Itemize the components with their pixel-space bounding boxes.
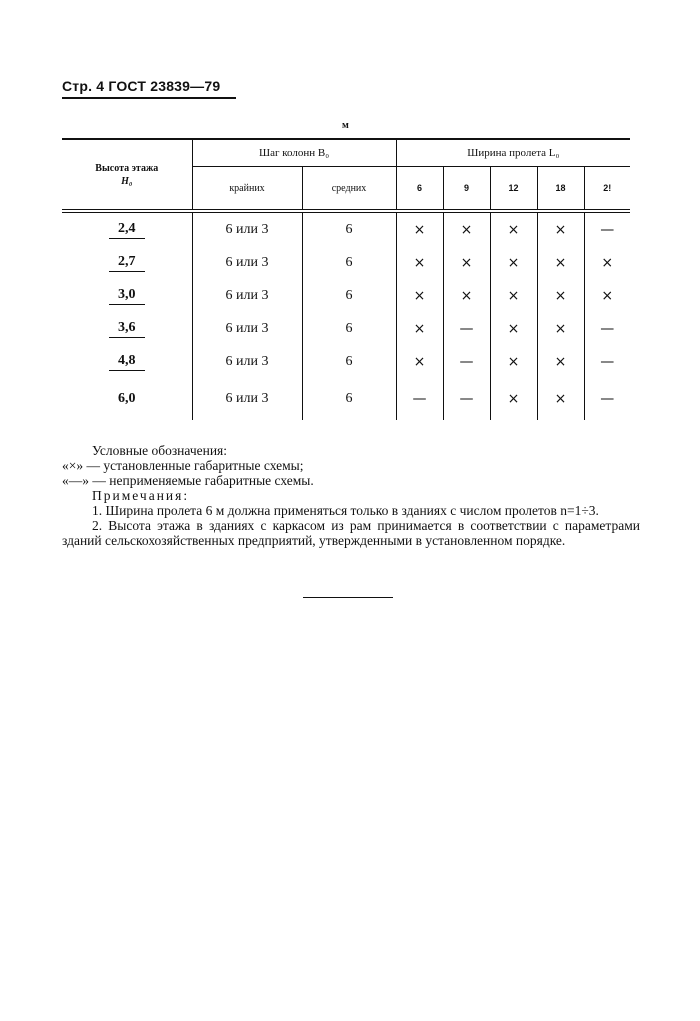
table-row [62, 246, 630, 279]
cell-height [62, 378, 192, 420]
cell-span: — [600, 221, 615, 238]
cell-span: × [396, 213, 443, 247]
header-step-edge: крайних [192, 167, 302, 210]
cell-step-edge: 6 или 3 [192, 312, 302, 345]
notes-block [62, 443, 640, 548]
cell-span: × [396, 279, 443, 312]
header-rule [62, 97, 236, 99]
cell-span: × [490, 345, 537, 378]
cell-height [62, 345, 192, 378]
cell-span: — [600, 391, 615, 407]
header-span-6: 6 [396, 167, 443, 210]
cell-span: × [490, 279, 537, 312]
cell-span: — [396, 378, 443, 420]
height-value: 2,4 [109, 221, 145, 239]
legend-item-established: «×» — установленные габаритные схемы; [62, 458, 304, 473]
cell-step-middle: 6 [302, 378, 396, 420]
cell-span: × [537, 246, 584, 279]
cell-height [62, 279, 192, 312]
cell-step-edge: 6 или 3 [192, 378, 302, 420]
header-height-label: Высота этажа [95, 162, 159, 174]
cell-span: × [443, 213, 490, 247]
cell-span: × [443, 279, 490, 312]
cell-span: — [443, 345, 490, 378]
cell-span: × [490, 312, 537, 345]
cell-span: × [537, 213, 584, 247]
cell-span: — [600, 320, 615, 337]
cell-span: × [396, 345, 443, 378]
spec-table [62, 138, 630, 420]
height-value: 3,0 [109, 287, 145, 305]
cell-step-middle: 6 [302, 246, 396, 279]
cell-step-edge: 6 или 3 [192, 345, 302, 378]
notes-title: Примечания: [92, 488, 190, 503]
cell-span: × [396, 246, 443, 279]
cell-height [62, 246, 192, 279]
legend-item-not-applied: «—» — неприменяемые габаритные схемы. [62, 473, 314, 488]
table-unit: м [342, 120, 349, 131]
note-2: 2. Высота этажа в зданиях с каркасом из рам принимается в соответствии с параметрами зданий сельскохозяйственных предприятий, утвержденными в установленном порядке. [62, 518, 640, 548]
table-row [62, 279, 630, 312]
end-rule [303, 597, 393, 598]
height-value: 4,8 [109, 353, 145, 371]
note-1: 1. Ширина пролета 6 м должна применяться только в зданиях с числом пролетов n=1÷3. [92, 503, 599, 518]
cell-step-edge: 6 или 3 [192, 213, 302, 247]
table-row [62, 345, 630, 378]
cell-span: × [490, 213, 537, 247]
header-span-18: 18 [537, 167, 584, 210]
cell-span: — [443, 312, 490, 345]
header-column-step: Шаг колонн B₀ [192, 139, 396, 167]
header-step-middle: средних [302, 167, 396, 210]
header-span-width: Ширина пролета L₀ [396, 139, 630, 167]
cell-span: × [490, 378, 537, 420]
cell-span: — [443, 378, 490, 420]
table-row [62, 312, 630, 345]
cell-span: × [601, 287, 614, 304]
cell-span: × [443, 246, 490, 279]
header-span-9: 9 [443, 167, 490, 210]
cell-span: × [537, 378, 584, 420]
legend-title: Условные обозначения: [92, 443, 228, 458]
header-span-21: 2! [603, 183, 612, 193]
height-value: 3,6 [109, 320, 145, 338]
table-row [62, 378, 630, 420]
cell-height [62, 312, 192, 345]
cell-span: × [537, 312, 584, 345]
page-header: Стр. 4 ГОСТ 23839—79 [62, 78, 221, 94]
cell-step-middle: 6 [302, 213, 396, 247]
cell-height [62, 213, 192, 247]
height-value: 6,0 [118, 390, 136, 406]
table-row [62, 213, 630, 247]
height-value: 2,7 [109, 254, 145, 272]
cell-step-middle: 6 [302, 312, 396, 345]
header-height [62, 139, 192, 210]
header-height-symbol: H₀ [121, 175, 133, 187]
cell-step-edge: 6 или 3 [192, 279, 302, 312]
cell-step-middle: 6 [302, 345, 396, 378]
cell-span: × [601, 254, 614, 271]
cell-span: — [600, 353, 615, 370]
header-span-12: 12 [490, 167, 537, 210]
cell-span: × [396, 312, 443, 345]
cell-span: × [537, 279, 584, 312]
cell-step-middle: 6 [302, 279, 396, 312]
cell-span: × [537, 345, 584, 378]
cell-step-edge: 6 или 3 [192, 246, 302, 279]
cell-span: × [490, 246, 537, 279]
